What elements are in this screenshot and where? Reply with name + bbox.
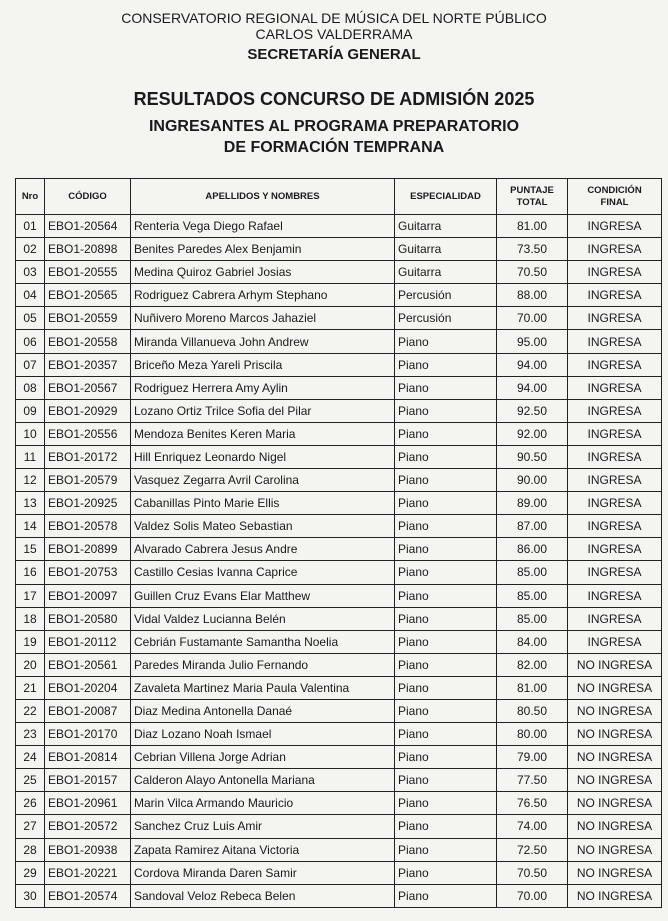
cell-nro: 20 xyxy=(16,653,45,676)
cell-nombres: Hill Enriquez Leonardo Nigel xyxy=(131,445,395,468)
table-row xyxy=(16,353,662,376)
table-header-row xyxy=(16,179,662,215)
cell-puntaje: 70.50 xyxy=(497,261,568,284)
cell-especialidad: Piano xyxy=(395,376,497,399)
document-subtitle-line2: DE FORMACIÓN TEMPRANA xyxy=(223,139,445,156)
column-header-especialidad: ESPECIALIDAD xyxy=(395,179,497,215)
cell-especialidad: Piano xyxy=(395,792,497,815)
cell-puntaje: 70.50 xyxy=(497,861,568,884)
table-row xyxy=(16,653,662,676)
cell-condicion: INGRESA xyxy=(568,561,662,584)
cell-nro: 18 xyxy=(16,607,45,630)
institution-name: CONSERVATORIO REGIONAL DE MÚSICA DEL NORTE PÚBLICO xyxy=(121,10,547,26)
cell-nro: 16 xyxy=(16,561,45,584)
cell-nombres: Rodriguez Cabrera Arhym Stephano xyxy=(131,284,395,307)
cell-puntaje: 76.50 xyxy=(497,792,568,815)
cell-nro: 04 xyxy=(16,284,45,307)
cell-nro: 13 xyxy=(16,492,45,515)
column-header-nombres: APELLIDOS Y NOMBRES xyxy=(131,179,395,215)
cell-puntaje: 85.00 xyxy=(497,584,568,607)
cell-nro: 29 xyxy=(16,861,45,884)
cell-nro: 11 xyxy=(16,445,45,468)
table-row xyxy=(16,792,662,815)
cell-puntaje: 81.00 xyxy=(497,215,568,238)
column-header-condicion-line2: FINAL xyxy=(600,196,629,208)
column-header-codigo: CÓDIGO xyxy=(45,179,131,215)
cell-especialidad: Piano xyxy=(395,584,497,607)
cell-nombres: Paredes Miranda Julio Fernando xyxy=(131,653,395,676)
cell-nombres: Diaz Lozano Noah Ismael xyxy=(131,723,395,746)
cell-puntaje: 92.50 xyxy=(497,399,568,422)
cell-condicion: INGRESA xyxy=(568,353,662,376)
cell-nro: 06 xyxy=(16,330,45,353)
cell-especialidad: Piano xyxy=(395,699,497,722)
cell-especialidad: Percusión xyxy=(395,284,497,307)
cell-codigo: EBO1-20938 xyxy=(45,838,131,861)
cell-nro: 27 xyxy=(16,815,45,838)
cell-nombres: Nuñivero Moreno Marcos Jahaziel xyxy=(131,307,395,330)
cell-condicion: INGRESA xyxy=(568,330,662,353)
column-header-puntaje-line1: PUNTAJE xyxy=(510,184,554,196)
cell-especialidad: Piano xyxy=(395,861,497,884)
results-table xyxy=(15,178,662,908)
cell-especialidad: Piano xyxy=(395,445,497,468)
cell-codigo: EBO1-20204 xyxy=(45,676,131,699)
cell-condicion: INGRESA xyxy=(568,538,662,561)
cell-puntaje: 89.00 xyxy=(497,492,568,515)
cell-nombres: Marin Vilca Armando Mauricio xyxy=(131,792,395,815)
cell-nombres: Valdez Solis Mateo Sebastian xyxy=(131,515,395,538)
table-row xyxy=(16,607,662,630)
cell-puntaje: 74.00 xyxy=(497,815,568,838)
cell-nro: 07 xyxy=(16,353,45,376)
table-row xyxy=(16,307,662,330)
cell-puntaje: 88.00 xyxy=(497,284,568,307)
cell-puntaje: 86.00 xyxy=(497,538,568,561)
cell-nombres: Zavaleta Martinez Maria Paula Valentina xyxy=(131,676,395,699)
column-header-condicion-line1: CONDICIÓN xyxy=(587,184,642,196)
cell-puntaje: 72.50 xyxy=(497,838,568,861)
table-row xyxy=(16,261,662,284)
cell-nro: 17 xyxy=(16,584,45,607)
cell-especialidad: Piano xyxy=(395,769,497,792)
cell-codigo: EBO1-20555 xyxy=(45,261,131,284)
cell-codigo: EBO1-20961 xyxy=(45,792,131,815)
cell-especialidad: Piano xyxy=(395,607,497,630)
cell-nro: 03 xyxy=(16,261,45,284)
table-row xyxy=(16,422,662,445)
table-row xyxy=(16,330,662,353)
table-row xyxy=(16,861,662,884)
table-row xyxy=(16,699,662,722)
cell-codigo: EBO1-20925 xyxy=(45,492,131,515)
document-title: RESULTADOS CONCURSO DE ADMISIÓN 2025 xyxy=(133,89,535,109)
cell-condicion: INGRESA xyxy=(568,584,662,607)
cell-condicion: INGRESA xyxy=(568,284,662,307)
cell-nombres: Guillen Cruz Evans Elar Matthew xyxy=(131,584,395,607)
table-row xyxy=(16,630,662,653)
table-row xyxy=(16,492,662,515)
cell-condicion: NO INGRESA xyxy=(568,792,662,815)
cell-especialidad: Percusión xyxy=(395,307,497,330)
cell-nombres: Rodriguez Herrera Amy Aylin xyxy=(131,376,395,399)
cell-nro: 02 xyxy=(16,238,45,261)
table-row xyxy=(16,238,662,261)
cell-especialidad: Piano xyxy=(395,399,497,422)
cell-puntaje: 94.00 xyxy=(497,353,568,376)
table-row xyxy=(16,584,662,607)
cell-nombres: Zapata Ramirez Aitana Victoria xyxy=(131,838,395,861)
cell-nombres: Castillo Cesias Ivanna Caprice xyxy=(131,561,395,584)
cell-condicion: INGRESA xyxy=(568,469,662,492)
table-row xyxy=(16,376,662,399)
cell-codigo: EBO1-20564 xyxy=(45,215,131,238)
department-name: SECRETARÍA GENERAL xyxy=(247,46,421,63)
cell-especialidad: Piano xyxy=(395,838,497,861)
cell-condicion: NO INGRESA xyxy=(568,838,662,861)
cell-nro: 26 xyxy=(16,792,45,815)
cell-nombres: Vasquez Zegarra Avril Carolina xyxy=(131,469,395,492)
cell-codigo: EBO1-20929 xyxy=(45,399,131,422)
column-header-condicion xyxy=(568,179,662,215)
cell-condicion: INGRESA xyxy=(568,492,662,515)
cell-condicion: INGRESA xyxy=(568,399,662,422)
cell-codigo: EBO1-20112 xyxy=(45,630,131,653)
cell-puntaje: 94.00 xyxy=(497,376,568,399)
cell-nombres: Benites Paredes Alex Benjamin xyxy=(131,238,395,261)
cell-condicion: INGRESA xyxy=(568,307,662,330)
column-header-puntaje-line2: TOTAL xyxy=(516,196,548,208)
cell-especialidad: Piano xyxy=(395,330,497,353)
cell-especialidad: Piano xyxy=(395,723,497,746)
column-header-nro: Nro xyxy=(16,179,45,215)
table-row xyxy=(16,215,662,238)
cell-puntaje: 92.00 xyxy=(497,422,568,445)
cell-condicion: INGRESA xyxy=(568,261,662,284)
cell-condicion: INGRESA xyxy=(568,376,662,399)
cell-condicion: NO INGRESA xyxy=(568,861,662,884)
table-row xyxy=(16,769,662,792)
cell-condicion: INGRESA xyxy=(568,607,662,630)
table-row xyxy=(16,445,662,468)
cell-codigo: EBO1-20561 xyxy=(45,653,131,676)
cell-especialidad: Piano xyxy=(395,746,497,769)
table-row xyxy=(16,284,662,307)
cell-nro: 01 xyxy=(16,215,45,238)
cell-nro: 10 xyxy=(16,422,45,445)
cell-nombres: Renteria Vega Diego Rafael xyxy=(131,215,395,238)
cell-puntaje: 85.00 xyxy=(497,607,568,630)
cell-nro: 08 xyxy=(16,376,45,399)
cell-especialidad: Piano xyxy=(395,469,497,492)
cell-puntaje: 85.00 xyxy=(497,561,568,584)
cell-nombres: Cabanillas Pinto Marie Ellis xyxy=(131,492,395,515)
cell-nro: 12 xyxy=(16,469,45,492)
cell-nombres: Diaz Medina Antonella Danaé xyxy=(131,699,395,722)
cell-nro: 05 xyxy=(16,307,45,330)
cell-especialidad: Piano xyxy=(395,653,497,676)
cell-nombres: Alvarado Cabrera Jesus Andre xyxy=(131,538,395,561)
cell-especialidad: Piano xyxy=(395,538,497,561)
cell-condicion: NO INGRESA xyxy=(568,769,662,792)
cell-especialidad: Piano xyxy=(395,815,497,838)
cell-codigo: EBO1-20578 xyxy=(45,515,131,538)
cell-nro: 21 xyxy=(16,676,45,699)
table-row xyxy=(16,838,662,861)
cell-puntaje: 77.50 xyxy=(497,769,568,792)
cell-puntaje: 90.50 xyxy=(497,445,568,468)
cell-nombres: Calderon Alayo Antonella Mariana xyxy=(131,769,395,792)
cell-nombres: Mendoza Benites Keren Maria xyxy=(131,422,395,445)
cell-especialidad: Piano xyxy=(395,884,497,907)
cell-nro: 15 xyxy=(16,538,45,561)
document-subtitle-line1: INGRESANTES AL PROGRAMA PREPARATORIO xyxy=(148,118,520,135)
cell-nombres: Medina Quiroz Gabriel Josias xyxy=(131,261,395,284)
cell-condicion: INGRESA xyxy=(568,445,662,468)
cell-condicion: NO INGRESA xyxy=(568,884,662,907)
cell-puntaje: 84.00 xyxy=(497,630,568,653)
cell-codigo: EBO1-20556 xyxy=(45,422,131,445)
cell-puntaje: 70.00 xyxy=(497,307,568,330)
cell-nombres: Vidal Valdez Lucianna Belén xyxy=(131,607,395,630)
cell-nro: 09 xyxy=(16,399,45,422)
cell-nombres: Cebrian Villena Jorge Adrian xyxy=(131,746,395,769)
table-row xyxy=(16,399,662,422)
cell-puntaje: 70.00 xyxy=(497,884,568,907)
cell-nro: 25 xyxy=(16,769,45,792)
cell-especialidad: Piano xyxy=(395,515,497,538)
cell-codigo: EBO1-20580 xyxy=(45,607,131,630)
cell-especialidad: Guitarra xyxy=(395,215,497,238)
cell-especialidad: Piano xyxy=(395,422,497,445)
cell-codigo: EBO1-20558 xyxy=(45,330,131,353)
cell-nombres: Cebrián Fustamante Samantha Noelia xyxy=(131,630,395,653)
table-row xyxy=(16,538,662,561)
cell-codigo: EBO1-20559 xyxy=(45,307,131,330)
cell-nro: 30 xyxy=(16,884,45,907)
cell-codigo: EBO1-20565 xyxy=(45,284,131,307)
cell-puntaje: 87.00 xyxy=(497,515,568,538)
cell-nombres: Briceño Meza Yareli Priscila xyxy=(131,353,395,376)
cell-condicion: INGRESA xyxy=(568,630,662,653)
cell-condicion: INGRESA xyxy=(568,515,662,538)
cell-nro: 22 xyxy=(16,699,45,722)
table-row xyxy=(16,676,662,699)
cell-codigo: EBO1-20157 xyxy=(45,769,131,792)
cell-condicion: NO INGRESA xyxy=(568,723,662,746)
cell-codigo: EBO1-20087 xyxy=(45,699,131,722)
cell-nombres: Sandoval Veloz Rebeca Belen xyxy=(131,884,395,907)
institution-name-line2: CARLOS VALDERRAMA xyxy=(255,26,413,42)
cell-nro: 28 xyxy=(16,838,45,861)
cell-puntaje: 81.00 xyxy=(497,676,568,699)
table-row xyxy=(16,561,662,584)
cell-puntaje: 90.00 xyxy=(497,469,568,492)
cell-codigo: EBO1-20567 xyxy=(45,376,131,399)
table-row xyxy=(16,815,662,838)
table-row xyxy=(16,723,662,746)
cell-puntaje: 80.00 xyxy=(497,723,568,746)
cell-codigo: EBO1-20572 xyxy=(45,815,131,838)
cell-codigo: EBO1-20814 xyxy=(45,746,131,769)
cell-condicion: NO INGRESA xyxy=(568,653,662,676)
cell-condicion: INGRESA xyxy=(568,215,662,238)
table-row xyxy=(16,884,662,907)
cell-nro: 24 xyxy=(16,746,45,769)
cell-especialidad: Guitarra xyxy=(395,238,497,261)
cell-codigo: EBO1-20753 xyxy=(45,561,131,584)
cell-codigo: EBO1-20579 xyxy=(45,469,131,492)
table-row xyxy=(16,746,662,769)
cell-codigo: EBO1-20899 xyxy=(45,538,131,561)
cell-condicion: INGRESA xyxy=(568,238,662,261)
cell-puntaje: 80.50 xyxy=(497,699,568,722)
cell-nombres: Sanchez Cruz Luis Amir xyxy=(131,815,395,838)
cell-puntaje: 79.00 xyxy=(497,746,568,769)
cell-puntaje: 73.50 xyxy=(497,238,568,261)
cell-condicion: NO INGRESA xyxy=(568,746,662,769)
cell-codigo: EBO1-20097 xyxy=(45,584,131,607)
column-header-puntaje xyxy=(497,179,568,215)
cell-nro: 14 xyxy=(16,515,45,538)
cell-codigo: EBO1-20898 xyxy=(45,238,131,261)
cell-nombres: Cordova Miranda Daren Samir xyxy=(131,861,395,884)
cell-condicion: INGRESA xyxy=(568,422,662,445)
cell-especialidad: Piano xyxy=(395,492,497,515)
cell-codigo: EBO1-20170 xyxy=(45,723,131,746)
cell-nombres: Miranda Villanueva John Andrew xyxy=(131,330,395,353)
cell-especialidad: Piano xyxy=(395,630,497,653)
table-row xyxy=(16,469,662,492)
cell-puntaje: 95.00 xyxy=(497,330,568,353)
cell-codigo: EBO1-20357 xyxy=(45,353,131,376)
cell-nombres: Lozano Ortiz Trilce Sofia del Pilar xyxy=(131,399,395,422)
cell-condicion: NO INGRESA xyxy=(568,815,662,838)
table-row xyxy=(16,515,662,538)
cell-especialidad: Guitarra xyxy=(395,261,497,284)
cell-codigo: EBO1-20221 xyxy=(45,861,131,884)
cell-codigo: EBO1-20574 xyxy=(45,884,131,907)
cell-codigo: EBO1-20172 xyxy=(45,445,131,468)
cell-nro: 23 xyxy=(16,723,45,746)
cell-puntaje: 82.00 xyxy=(497,653,568,676)
cell-condicion: NO INGRESA xyxy=(568,676,662,699)
cell-especialidad: Piano xyxy=(395,353,497,376)
cell-condicion: NO INGRESA xyxy=(568,699,662,722)
cell-especialidad: Piano xyxy=(395,676,497,699)
cell-especialidad: Piano xyxy=(395,561,497,584)
cell-nro: 19 xyxy=(16,630,45,653)
